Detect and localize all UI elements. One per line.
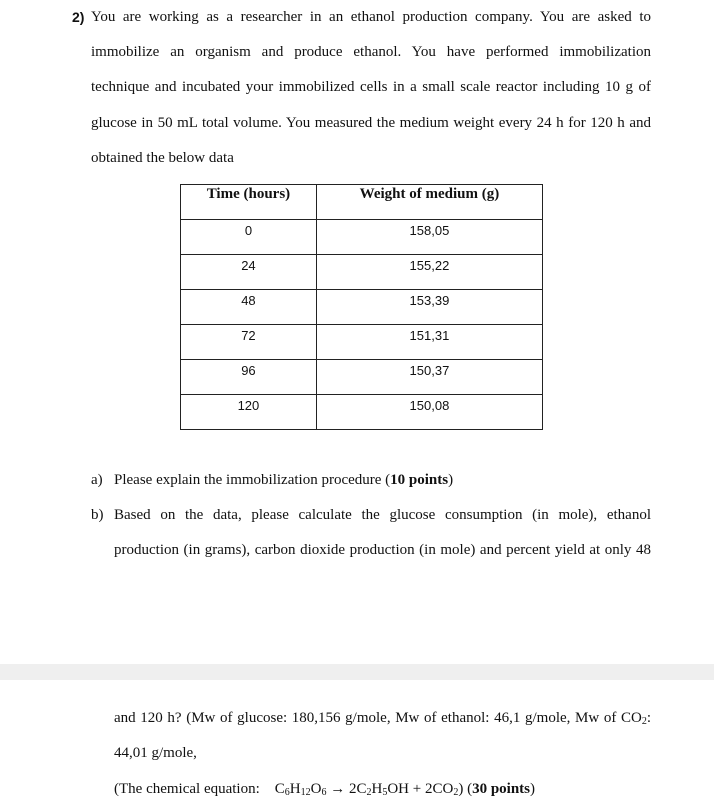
question-line-1: You are working as a researcher in an ethanol production company. You are asked to: [91, 9, 651, 25]
table-header-row: [181, 185, 543, 220]
products-formula: [349, 781, 463, 797]
weight-cell: 151,31: [316, 325, 542, 360]
glucose-h-sub: 12: [300, 787, 311, 798]
points-value: 30 points: [472, 781, 530, 797]
table-row: [181, 325, 543, 360]
table-row: [181, 220, 543, 255]
question-line-4: glucose in 50 mL total volume. You measured the medium weight every 24 h for 120 h and: [91, 115, 651, 131]
part-a-close: ): [448, 472, 454, 488]
part-a-points: 10 points: [390, 472, 449, 488]
ethanol-c-sub: 2: [366, 787, 372, 798]
header-time: Time (hours): [181, 185, 317, 220]
glucose-c-sub: 6: [284, 787, 290, 798]
part-b-points: [467, 781, 535, 797]
glucose-c: C: [274, 781, 285, 797]
time-cell: 0: [181, 220, 317, 255]
part-b-line-4: 44,01 g/mole,: [114, 745, 197, 761]
table-row: [181, 255, 543, 290]
co2-sub: 2: [453, 787, 459, 798]
ethanol-h: H: [371, 781, 383, 797]
page-divider: [0, 664, 714, 680]
question-number: 2): [72, 9, 85, 25]
points-open: (: [467, 781, 473, 797]
equation-prefix: (The chemical equation:: [114, 781, 260, 797]
part-a-text: [114, 472, 453, 489]
question-line-3: technique and incubated your immobilized cells in a small scale reactor including 10 g of: [91, 79, 651, 95]
part-b-line-1: Based on the data, please calculate the glucose consumption (in mole), ethanol: [114, 507, 651, 523]
ethanol-rest: OH + 2CO: [387, 781, 454, 797]
part-b-label: b): [91, 507, 104, 523]
glucose-o-sub: 6: [321, 787, 327, 798]
weight-cell: 155,22: [316, 255, 542, 290]
question-line-2: immobilize an organism and produce ethanol. You have performed immobilization: [91, 44, 651, 60]
question-line-5: obtained the below data: [91, 150, 234, 166]
co2-subscript: 2: [641, 716, 647, 727]
weight-cell: 150,37: [316, 360, 542, 395]
part-b-line-3: [114, 710, 651, 727]
weight-cell: 150,08: [316, 395, 542, 430]
weight-cell: 153,39: [316, 290, 542, 325]
part-a-question: Please explain the immobilization procedure (: [114, 472, 391, 488]
time-cell: 120: [181, 395, 317, 430]
part-b-line-3-colon: :: [646, 710, 651, 726]
time-cell: 24: [181, 255, 317, 290]
table-row: [181, 395, 543, 430]
chemical-equation: [114, 781, 535, 798]
reaction-arrow-icon: →: [330, 781, 346, 797]
part-b-line-2: production (in grams), carbon dioxide production (in mole) and percent yield at only 48: [114, 542, 651, 558]
time-cell: 48: [181, 290, 317, 325]
glucose-h: H: [289, 781, 301, 797]
glucose-formula: [275, 781, 327, 797]
ethanol-coef: 2C: [348, 781, 367, 797]
part-a-label: a): [91, 472, 103, 488]
time-cell: 72: [181, 325, 317, 360]
header-weight: Weight of medium (g): [316, 185, 542, 220]
part-b-line-3-main: and 120 h? (Mw of glucose: 180,156 g/mole, Mw of ethanol: 46,1 g/mole, Mw of CO: [114, 710, 642, 726]
points-close: ): [530, 781, 535, 797]
equation-close: ): [458, 781, 464, 797]
weight-cell: 158,05: [316, 220, 542, 255]
data-table: [180, 184, 543, 430]
ethanol-h-sub: 5: [382, 787, 388, 798]
table-row: [181, 290, 543, 325]
time-cell: 96: [181, 360, 317, 395]
table-row: [181, 360, 543, 395]
glucose-o: O: [310, 781, 322, 797]
